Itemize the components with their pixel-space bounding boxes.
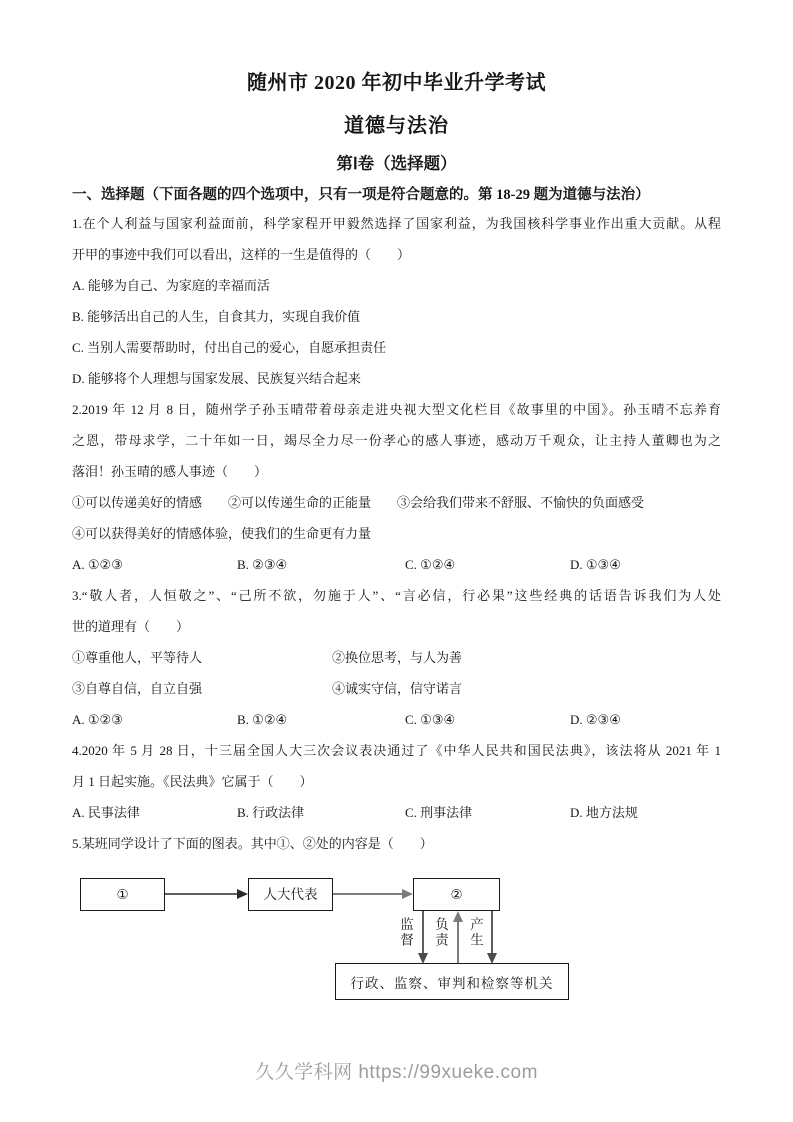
q2-option-a: A. ①②③ (72, 557, 123, 572)
diagram-label-produce: 产生 (468, 917, 483, 948)
q3-stem-line1: 3.“敬人者，人恒敬之”、“己所不欲，勿施于人”、“言必信，行必果”这些经典的话语告诉我们为人处 (72, 588, 721, 603)
question-4 (72, 735, 721, 828)
question-1 (72, 208, 721, 394)
question-2 (72, 394, 721, 580)
arrow-up-responsible-head-icon (453, 911, 463, 922)
diagram-box-organs: 行政、监察、审判和检察等机关 (335, 963, 569, 1000)
q4-option-a: A. 民事法律 (72, 805, 140, 820)
diagram-box-2: ② (413, 878, 500, 911)
watermark-footer: 久久学科网 https://99xueke.com (255, 1062, 538, 1083)
q3-option-c: C. ①③④ (405, 712, 456, 727)
q3-item-2: ②换位思考，与人为善 (332, 650, 463, 665)
arrow-right-2-head-icon (402, 889, 413, 899)
section-heading: 一、选择题（下面各题的四个选项中，只有一项是符合题意的。第 18-29 题为道德与法治） (72, 187, 650, 203)
q3-stem-line2: 世的道理有（ ） (72, 619, 190, 634)
exam-subject-title: 道德与法治 (344, 115, 449, 137)
q3-option-row (72, 704, 721, 735)
q3-item-3: ③自尊自信，自立自强 (72, 681, 203, 696)
q2-stem-line3: 落泪！孙玉晴的感人事迹（ ） (72, 464, 268, 479)
q2-stem-line2: 之恩，带母求学，二十年如一日，竭尽全力尽一份孝心的感人事迹，感动万千观众，让主持人董卿也为之 (72, 433, 721, 448)
q3-item-row2 (72, 673, 721, 704)
q1-option-a: A. 能够为自己、为家庭的幸福而活 (72, 278, 270, 293)
q4-option-d: D. 地方法规 (570, 805, 638, 820)
q3-item-row1 (72, 642, 721, 673)
q4-option-row (72, 797, 721, 828)
q3-option-d: D. ②③④ (570, 712, 621, 727)
q3-option-a: A. ①②③ (72, 712, 123, 727)
q4-option-b: B. 行政法律 (237, 805, 305, 820)
q2-items-line2: ④可以获得美好的情感体验，使我们的生命更有力量 (72, 526, 372, 541)
question-5 (72, 828, 721, 1004)
q5-stem: 5.某班同学设计了下面的图表。其中①、②处的内容是（ ） (72, 836, 433, 851)
diagram-label-responsible: 负责 (433, 917, 448, 948)
q3-item-1: ①尊重他人，平等待人 (72, 650, 203, 665)
q4-stem-line1: 4.2020 年 5 月 28 日，十三届全国人大三次会议表决通过了《中华人民共和国民法典》，该法将从 2021 年 1 (72, 743, 721, 758)
q2-items-line1: ①可以传递美好的情感 ②可以传递生命的正能量 ③会给我们带来不舒服、不愉快的负面感受 (72, 495, 645, 510)
q1-stem-line1: 1.在个人利益与国家利益面前，科学家程开甲毅然选择了国家利益，为我国核科学事业作出重大贡献。从程 (72, 216, 721, 231)
q2-option-c: C. ①②④ (405, 557, 456, 572)
q3-option-b: B. ①②④ (237, 712, 288, 727)
q1-option-c: C. 当别人需要帮助时，付出自己的爱心，自愿承担责任 (72, 340, 387, 355)
q1-option-b: B. 能够活出自己的人生，自食其力，实现自我价值 (72, 309, 361, 324)
diagram-label-supervise: 监督 (398, 917, 413, 948)
diagram-box-1: ① (80, 878, 165, 911)
q1-stem-line2: 开甲的事迹中我们可以看出，这样的一生是值得的（ ） (72, 247, 411, 262)
q2-option-d: D. ①③④ (570, 557, 621, 572)
q5-flow-diagram (72, 876, 721, 1004)
q1-option-d: D. 能够将个人理想与国家发展、民族复兴结合起来 (72, 371, 361, 386)
q4-option-c: C. 刑事法律 (405, 805, 473, 820)
q2-stem-line1: 2.2019 年 12 月 8 日，随州学子孙玉晴带着母亲走进央视大型文化栏目《故事里的中国》。孙玉晴不忘养育 (72, 402, 721, 417)
q2-option-row (72, 549, 721, 580)
diagram-box-renda-daibiao: 人大代表 (248, 878, 333, 911)
question-3 (72, 580, 721, 735)
q2-option-b: B. ②③④ (237, 557, 288, 572)
q4-stem-line2: 月 1 日起实施。《民法典》它属于（ ） (72, 774, 313, 789)
q3-item-4: ④诚实守信，信守诺言 (332, 681, 463, 696)
part-heading: 第Ⅰ卷（选择题） (336, 154, 457, 173)
arrow-right-1-head-icon (237, 889, 248, 899)
exam-title: 随州市 2020 年初中毕业升学考试 (247, 72, 546, 94)
